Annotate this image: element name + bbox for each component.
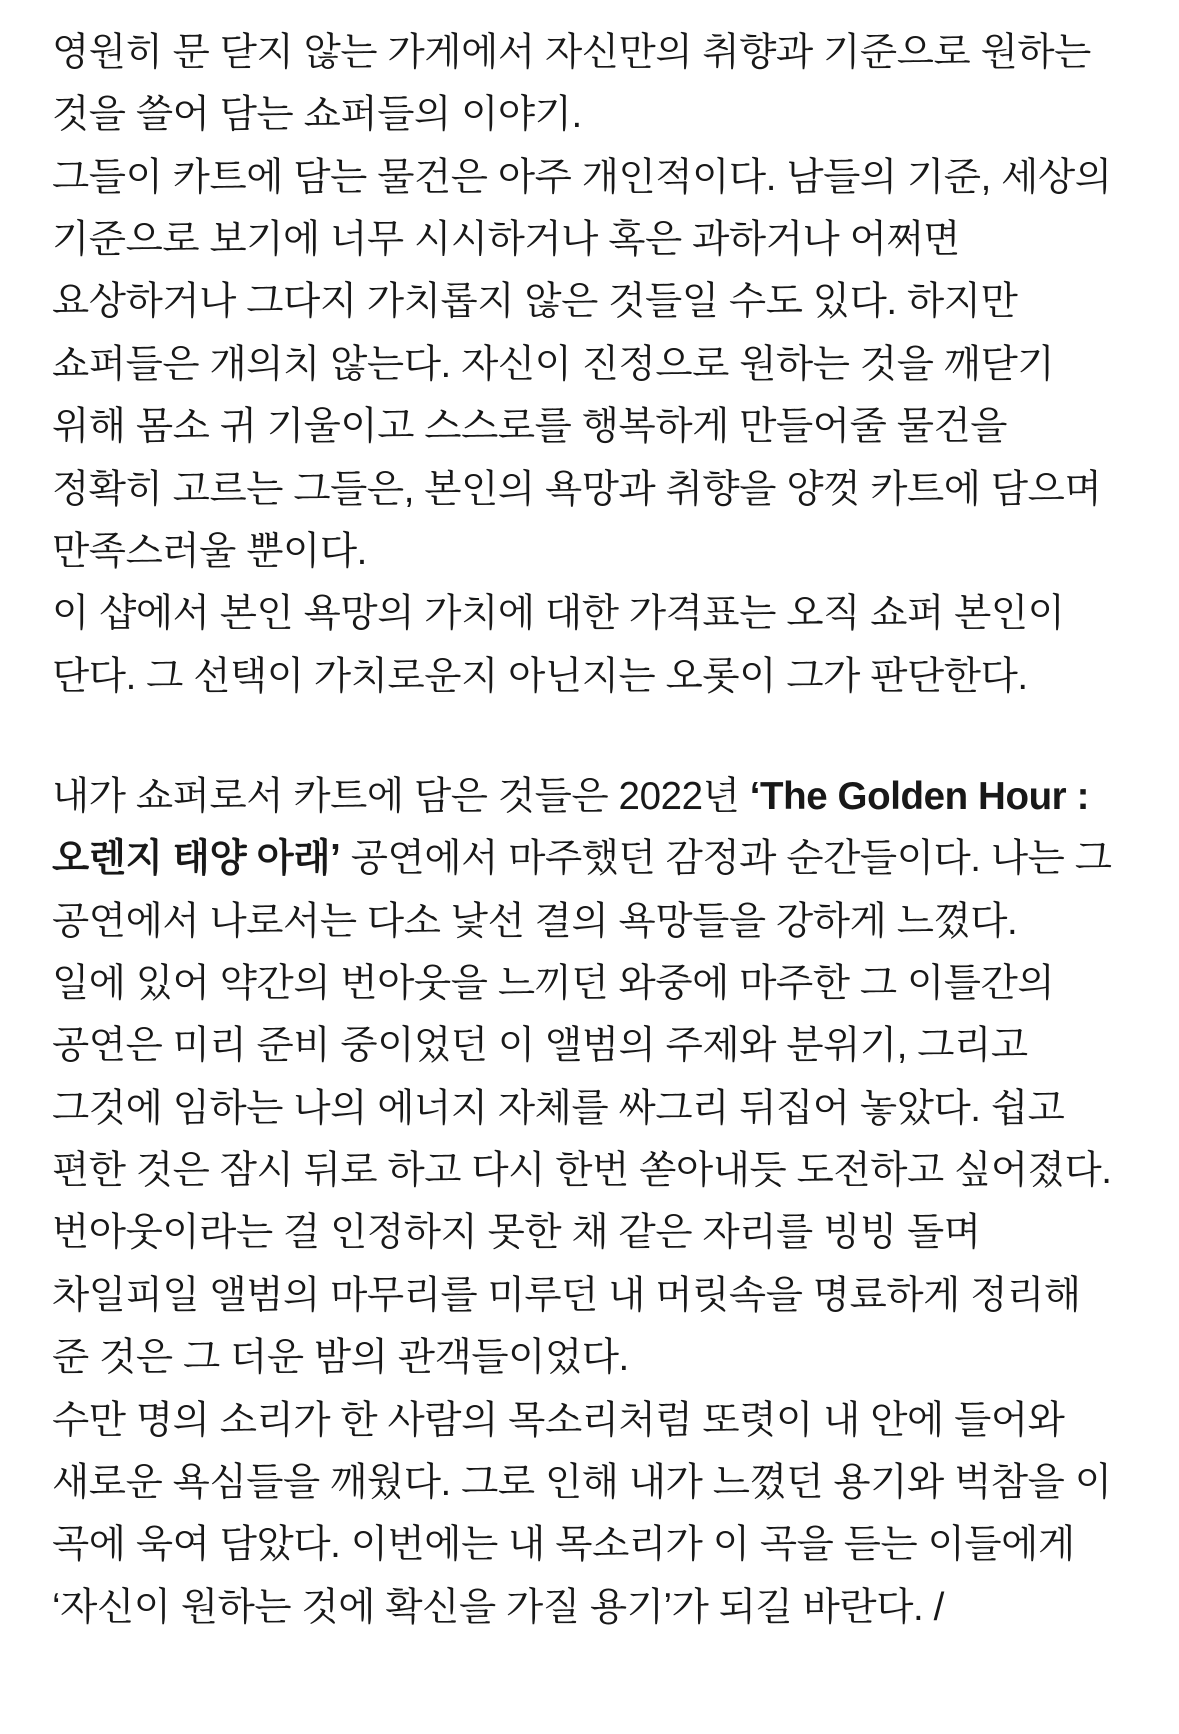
- paragraph-gap: [52, 708, 1127, 766]
- paragraph-burnout: 일에 있어 약간의 번아웃을 느끼던 와중에 마주한 그 이틀간의 공연은 미리 준비 중이었던 이 앨범의 주제와 분위기, 그리고 그것에 임하는 나의 에너지 자체를 싸그리 뒤집어 놓았다. 쉽고 편한 것은 잠시 뒤로 하고 다시 한번 쏟아내듯 도전하고 싶어졌다. 번아웃이라는 걸 인정하지 못한 채 같은 자리를 빙빙 돌며 차일피일 앨범의 마무리를 미루던 내 머릿속을 명료하게 정리해 준 것은 그 더운 밤의 관객들이었다.: [52, 962, 1112, 1380]
- paragraph-intro: 영원히 문 닫지 않는 가게에서 자신만의 취향과 기준으로 원하는 것을 쓸어 담는 쇼퍼들의 이야기.: [52, 31, 1091, 137]
- paragraph-golden-hour: [52, 766, 1127, 953]
- paragraph-shoppers: 그들이 카트에 담는 물건은 아주 개인적이다. 남들의 기준, 세상의 기준으로 보기에 너무 시시하거나 혹은 과하거나 어쩌면 요상하거나 그다지 가치롭지 않은 것들일 수도 있다. 하지만 쇼퍼들은 개의치 않는다. 자신이 진정으로 원하는 것을 깨닫기 위해 몸소 귀 기울이고 스스로를 행복하게 만들어줄 물건을 정확히 고르는 그들은, 본인의 욕망과 취향을 양껏 카트에 담으며 만족스러울 뿐이다.: [52, 155, 1112, 573]
- paragraph-price-tag: 이 샵에서 본인 욕망의 가치에 대한 가격표는 오직 쇼퍼 본인이 단다. 그 선택이 가치로운지 아닌지는 오롯이 그가 판단한다.: [52, 592, 1065, 698]
- document-body: [52, 22, 1127, 1639]
- paragraph-audience: 수만 명의 소리가 한 사람의 목소리처럼 또렷이 내 안에 들어와 새로운 욕심들을 깨웠다. 그로 인해 내가 느꼈던 용기와 벅참을 이 곡에 욱여 담았다. 이번에는 내 목소리가 이 곡을 듣는 이들에게 ‘자신이 원하는 것에 확신을 가질 용기’가 되길 바란다. /: [52, 1398, 1112, 1629]
- golden-hour-suffix: 공연에서 마주했던 감정과 순간들이다. 나는 그 공연에서 나로서는 다소 낯선 결의 욕망들을 강하게 느꼈다.: [52, 837, 1112, 943]
- golden-hour-prefix: 내가 쇼퍼로서 카트에 담은 것들은 2022년: [52, 774, 750, 818]
- golden-hour-title: ‘The Golden Hour : 오렌지 태양 아래’: [52, 774, 1089, 881]
